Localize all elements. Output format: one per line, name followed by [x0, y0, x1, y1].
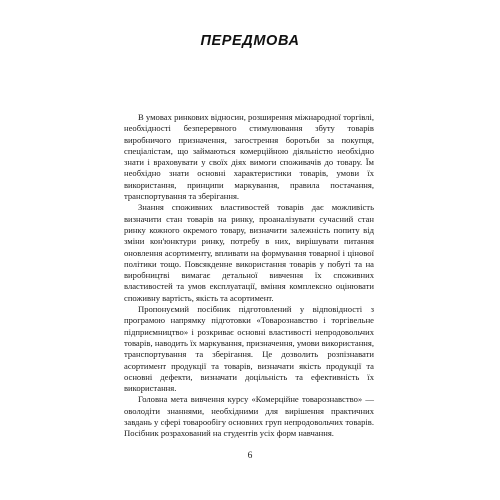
paragraph-2: Знання споживних властивостей товарів дає можливість визначити стан товарів на ринку, проаналізувати сучасний стан ринку кожного окремого товару, визначити залежність попиту від зміни кон'юнктури ринку, потребу в них, вирішувати питання оновлення асортименту, впливати на формування товарної і цінової політики тощо. Повсякденне використання товарів у побуті та на виробництві вимагає детальної вивчення їх споживних властивостей та умов експлуатації, вміння комплексно оцінювати споживну вартість, якість та асортимент. [124, 202, 374, 303]
paragraph-4: Головна мета вивчення курсу «Комерційне товарознавство» — оволодіти знаннями, необхідними для вирішення практичних завдань у сфері товарообігу основних груп непродовольчих товарів. Посібник розрахований на студентів усіх форм навчання. [124, 394, 374, 439]
page-title: ПЕРЕДМОВА [200, 33, 300, 49]
paragraph-1: В умовах ринкових відносин, розширення міжнародної торгівлі, необхідності безперервного стимулювання збуту товарів виробничого призначення, загострення боротьби за покупця, спеціалістам, що займаються комерційною діяльністю необхідно знати і враховувати у своїх діях вимоги споживачів до товару. Їм необхідно знати основні характеристики товарів, умови їх використання, принципи маркування, правила постачання, транспортування та зберігання. [124, 112, 374, 202]
page-number: 6 [247, 451, 253, 461]
preface-body [124, 112, 374, 440]
paragraph-3: Пропонуємий посібник підготовлений у відповідності з програмою напрямку підготовки «Товарознавство і торгівельне підприємництво» і розкриває основні властивості непродовольчих товарів, наводить їх маркування, призначення, умови використання, транспортування та зберігання. Це дозволить розпізнавати асортимент продукції та товарів, визначати якість продукції та основні дефекти, визначати доцільність та ефективність їх використання. [124, 304, 374, 394]
